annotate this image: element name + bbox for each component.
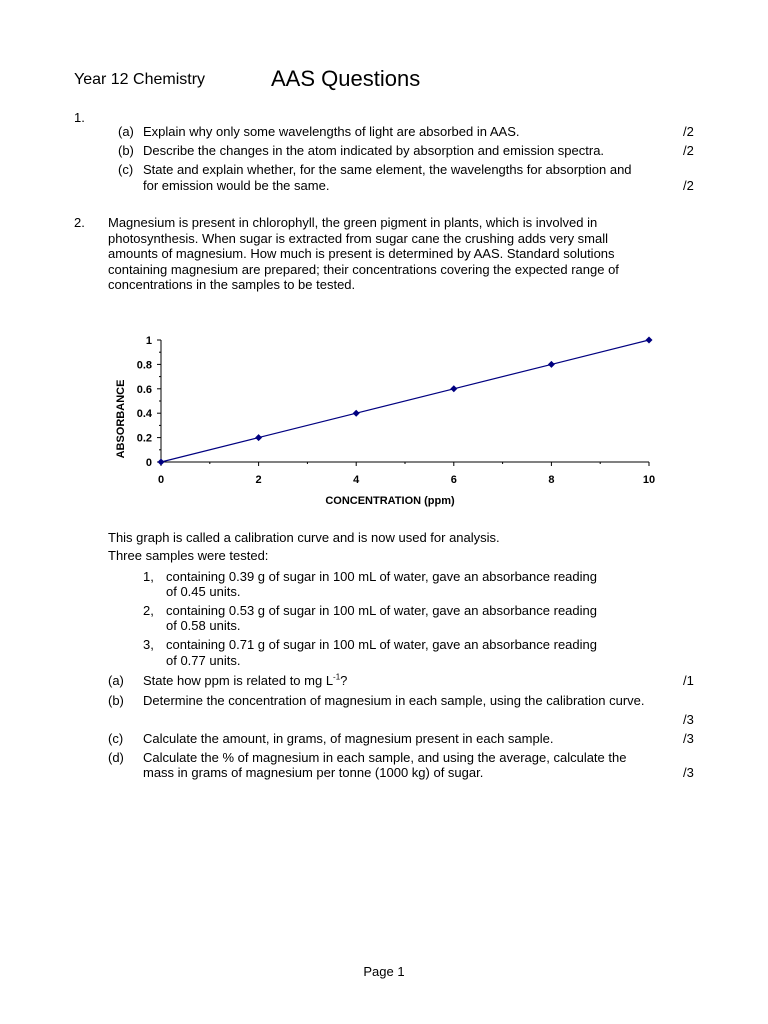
q2-part-d-label: (d) — [108, 750, 124, 765]
page-title: AAS Questions — [271, 66, 421, 91]
q2-part-c-marks: /3 — [683, 731, 694, 746]
calibration-curve-note: This graph is called a calibration curve and is now used for analysis. — [108, 530, 500, 545]
sample-3-line-1: containing 0.71 g of sugar in 100 mL of water, gave an absorbance reading — [166, 637, 597, 652]
samples-intro: Three samples were tested: — [108, 548, 269, 563]
q2-part-a-marks: /1 — [683, 673, 694, 688]
x-tick-label: 8 — [548, 474, 555, 486]
q1-part-b-text: Describe the changes in the atom indicated by absorption and emission spectra. — [143, 143, 605, 158]
sample-2-line-2: of 0.58 units. — [166, 618, 241, 633]
data-point — [353, 410, 360, 417]
q2-part-a-text: State how ppm is related to mg $L^{-1}$? — [143, 672, 348, 688]
q2-part-b-label: (b) — [108, 693, 124, 708]
q2-intro-line-5: concentrations in the samples to be tested. — [108, 277, 356, 292]
data-point — [548, 361, 555, 368]
q2-intro-line-3: amounts of magnesium. How much is present is determined by AAS. Standard solutions — [108, 246, 615, 261]
sample-3-line-2: of 0.77 units. — [166, 653, 241, 668]
q2-part-d-text-2: mass in grams of magnesium per tonne (1000 kg) of sugar. — [143, 765, 484, 780]
q1-part-a-marks: /2 — [683, 124, 694, 139]
data-point — [450, 385, 457, 392]
x-tick-label: 6 — [450, 474, 457, 486]
q2-part-c-text: Calculate the amount, in grams, of magnesium present in each sample. — [143, 731, 554, 746]
y-tick-label: 0.2 — [136, 432, 152, 445]
data-point — [646, 337, 653, 344]
q1-part-c-text-1: State and explain whether, for the same element, the wavelengths for absorption and — [143, 162, 632, 177]
q2-intro-line-1: Magnesium is present in chlorophyll, the green pigment in plants, which is involved in — [108, 215, 598, 230]
q2-part-a-superscript: -1 — [333, 672, 341, 682]
data-point — [255, 434, 262, 441]
y-tick-label: 1 — [145, 335, 152, 347]
x-tick-label: 0 — [157, 474, 165, 486]
data-point — [158, 459, 165, 466]
sample-2-number: 2, — [143, 603, 154, 618]
calibration-series-line — [161, 340, 649, 462]
y-tick-label: 0.4 — [136, 408, 152, 421]
q1-part-a-label: (a) — [118, 124, 134, 139]
sample-2-line-1: containing 0.53 g of sugar in 100 mL of water, gave an absorbance reading — [166, 603, 597, 618]
calibration-curve-chart — [100, 322, 680, 512]
sample-1-line-2: of 0.45 units. — [166, 584, 241, 599]
q2-intro-line-2: photosynthesis. When sugar is extracted from sugar cane the crushing adds very small — [108, 231, 609, 246]
q2-intro-line-4: containing magnesium are prepared; their concentrations covering the expected range of — [108, 262, 619, 277]
q2-part-c-label: (c) — [108, 731, 124, 746]
q1-part-c-text-2: for emission would be the same. — [143, 178, 330, 193]
x-tick-label: 10 — [642, 474, 656, 486]
q2-part-a-label: (a) — [108, 673, 124, 688]
q2-part-d-text-1: Calculate the % of magnesium in each sample, and using the average, calculate the — [143, 750, 627, 765]
course-title: Year 12 Chemistry — [74, 71, 206, 88]
q1-part-b-marks: /2 — [683, 143, 694, 158]
question-2-number: 2. — [74, 215, 85, 230]
y-tick-label: 0 — [145, 457, 152, 469]
q1-part-a-text: Explain why only some wavelengths of light are absorbed in AAS. — [143, 124, 520, 139]
q2-part-b-text: Determine the concentration of magnesium in each sample, using the calibration curve. — [143, 693, 645, 708]
q2-part-b-marks: /3 — [683, 712, 694, 727]
y-axis-label: ABSORBANCE — [115, 379, 127, 459]
y-tick-label: 0.8 — [136, 359, 152, 372]
q1-part-c-label: (c) — [118, 162, 134, 177]
page-number: Page 1 — [363, 964, 405, 979]
x-tick-label: 4 — [353, 474, 360, 486]
x-axis-label: CONCENTRATION (ppm) — [325, 495, 455, 507]
sample-3-number: 3, — [143, 637, 154, 652]
y-tick-label: 0.6 — [136, 383, 152, 396]
q1-part-b-label: (b) — [118, 143, 134, 158]
q2-part-d-marks: /3 — [683, 765, 694, 780]
x-tick-label: 2 — [255, 474, 262, 486]
question-1-number: 1. — [74, 110, 85, 125]
sample-1-number: 1, — [143, 569, 154, 584]
sample-1-line-1: containing 0.39 g of sugar in 100 mL of water, gave an absorbance reading — [166, 569, 597, 584]
q1-part-c-marks: /2 — [683, 178, 694, 193]
